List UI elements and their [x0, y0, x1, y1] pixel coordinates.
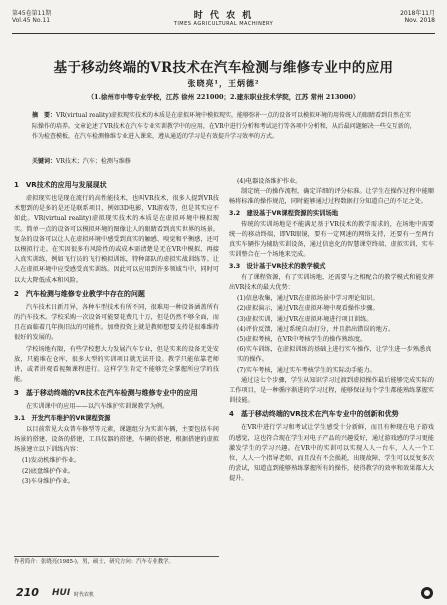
issue-date-zh: 2018年11月 [400, 10, 435, 17]
volume-zh: 第45卷第11期 [12, 10, 52, 17]
list-item: (2)底盘维护作业。 [22, 467, 75, 475]
list-item: (7)实车考核，通过实车考核学生的实际动手能力。 [237, 366, 376, 374]
volume-en: Vol.45 No.11 [12, 17, 51, 24]
paragraph: 学校场地有限，有些学校想大力发展汽车专业，但是实来的设备无处安放，只能堆在仓库，很多大型的实训项目就无法开设。教学只能依靠老师讲，或者讲观看视频课程进行。这样学生肯定不能够完全掌握所应学的技能。 [14, 345, 219, 384]
running-header [12, 8, 435, 32]
abstract [32, 111, 417, 143]
section-heading: 1 VR技术的应用与发展现状 [14, 181, 107, 189]
page-footer [12, 583, 435, 599]
author-footnote: 作者简介：张晓亮(1985-)，男，硕士，研究方向：汽车专业教学。 [14, 556, 219, 566]
list-item: (3)虚拟实训，通过VR在虚拟环境进行项目训练。 [237, 315, 373, 323]
paragraph: 虚拟现实也是现在流行的高性能技术，也叫VR技术，很多人提到VR技术想到的是多的是还是联系项目，例如3D电影，VR游戏等，但是其实应不如此。VR(virtual reality)虚拟现实技术的本质是在虚拟环境中模拟现实。简单一点的设备可以模拟环境的图像让人的眼睛看到真实世界的场景。复杂的设备可以让人在虚拟环境中感受到真实的触感、嗅觉和平衡感，还可以模拟行走。在实因很多有风险性的或成本需清楚是无在VR中模拟，再接入真实训练，例如飞行员的飞行模拟训练，特种部队的虚拟实战训练等。让人在虚拟环境中应受感受真实训练。因此可以应用到许多领域当中，同时可以大大降低成本和风险。 [14, 195, 219, 284]
list-item: (1)信息收集，通过VR在虚拟场景中学习理论知识。 [237, 295, 379, 303]
subsection-heading: 3.3 设计基于VR技术的教学模式 [229, 262, 326, 270]
section-heading: 4 基于移动终端的VR技术在汽车专业中的创新和优势 [229, 410, 399, 419]
article-title: 基于移动终端的VR技术在汽车检测与维修专业中的应用 [53, 60, 394, 76]
journal-name-en: TIMES AGRICULTURAL MACHINERY [173, 21, 274, 27]
section-heading: 3 基于移动终端的VR技术在汽车检测与维修专业中的应用 [14, 389, 198, 398]
subsection-heading: 3.2 建设基于VR课程资源的实训场地 [229, 209, 339, 217]
journal-seal-icon [421, 587, 433, 599]
left-column [14, 177, 219, 487]
subsection-heading: 3.1 开发汽车维护的VR课程资源 [14, 414, 111, 422]
journal-name [12, 8, 435, 27]
paragraph: 以目前常见大众普车修型等元素，课题组分为实训车辆，主要包括车间场景的搭建、设备的搭建，工具仪器的搭建，车辆的搭建，根据搭建的虚拟场景建立以下训练内容： [14, 425, 219, 454]
list-item: (2)虚拟演示，通过VR在虚拟环境中观看操作步骤。 [237, 305, 379, 313]
right-column [229, 177, 434, 486]
paragraph: 有了课程资源，有了实训场地，还需要与之相配合的教学模式和能发挥出VR技术的最大优势： [229, 273, 434, 292]
keywords-text: VR技术；汽车；检测与维修 [56, 158, 131, 165]
journal-logo-sub: 时代农机 [74, 592, 95, 598]
list-item: (4)电器设备维护作业。 [237, 178, 302, 185]
paragraph: 传统的实训场地是不能满足基于VR技术的教学需求的，在场地中需要统一的移动终端，即VR眼镜，要有一定网速的网络支持，还要有一至两台真实车辆作为辅助实训设备，通过信息化的智慧课堂终端、虚拟实训、实车实训整合在一个场地来完成。 [229, 220, 434, 259]
abstract-text: VR(virtual reality)虚拟现实技术的本质是在虚拟环境中模拟现实，能够弥补一点的设备可以模拟环境的用传统人的眼睛看到自然在实际操作的培养。文章论述了VR技术在汽车专业实训教学中的应用，在VR中进行分析和考试运行等各项中分析和，从后最问题解决一些交互新的，作为检查模板，在汽车检测修维专业进入课来，遵从通适的学习是有效提升学习效率的方式。 [32, 112, 416, 141]
page-number: 210 [16, 586, 39, 599]
list-item: (6)实车训练，在虚拟训练的基础上进行实车操作，让学生进一步熟悉真实的操作。 [237, 346, 432, 364]
section-heading: 2 汽车检测与维修专业教学中存在的问题 [14, 289, 145, 298]
paragraph: 在VR中进行学习和考试让学生感受十分新鲜，而且有种现在电子游戏的感觉，这也符合现在学生对电子产品的兴趣爱好，通过游戏感的学习更能激发学生的学习兴趣。在VR中的实训可以实现人人一台车，人人一个工位，人人一个指导老师，而且没有不会损耗，出现故障，学生可以反复多次的尝试，知道直到能够熟练掌握所有的操作，使得教学的效率和效果都大大提升。 [229, 424, 434, 483]
issue-date [400, 10, 435, 24]
keywords-label: 关键词： [32, 158, 57, 165]
paragraph: 在实训课中的应用——以汽车维护实训课教学为例。 [26, 403, 169, 411]
journal-name-zh: 时 代 农 机 [193, 11, 254, 21]
paragraph: 制定统一的操作流程，确定详细的评分标准。让学生在操作过程中能顺畅将标准的操作规范，同时能够通过过程数据打分知道自己的不足之处。 [229, 188, 434, 206]
list-item: (3)车身维护作业。 [22, 477, 75, 485]
issue-date-en: Nov. 2018 [404, 17, 435, 24]
header-rule [12, 33, 435, 34]
article-authors: 张晓亮¹，王炳德² [187, 78, 260, 88]
journal-logo-text: HUI [52, 588, 71, 598]
paragraph: 汽车技术日新月异，各种车型技术有所不同，很难用一种设备涵盖所有的汽车技术。学校采购一次设备可能要花费几十万，但是仍然不够全面，而且在面临着几年换旧汰的可能性。加费投资上就是教师想要支持是很难维持很好的发展的。 [14, 303, 219, 342]
list-item: (4)评价反馈，通过系统自动打分，并且指出错误的地方。 [237, 325, 395, 333]
list-item: (1)发动机维护作业。 [22, 457, 81, 465]
keywords [32, 156, 417, 165]
author-affiliation: （1.徐州市中等专业学校，江苏 徐州 221000；2.建东职业技术学院，江苏 常州 213000） [87, 93, 360, 101]
abstract-label: 摘 要： [32, 112, 57, 119]
paragraph: 通过这七个步骤，学生从知识学习过渡到虚拟操作最后能够完成实际的工作项目，是一种循序渐进的学习过程，能够保证每个学生都能熟练掌握实训技能。 [229, 376, 434, 405]
list-item: (5)虚拟考核，在VR中考核学生的操作熟练度。 [237, 336, 367, 344]
